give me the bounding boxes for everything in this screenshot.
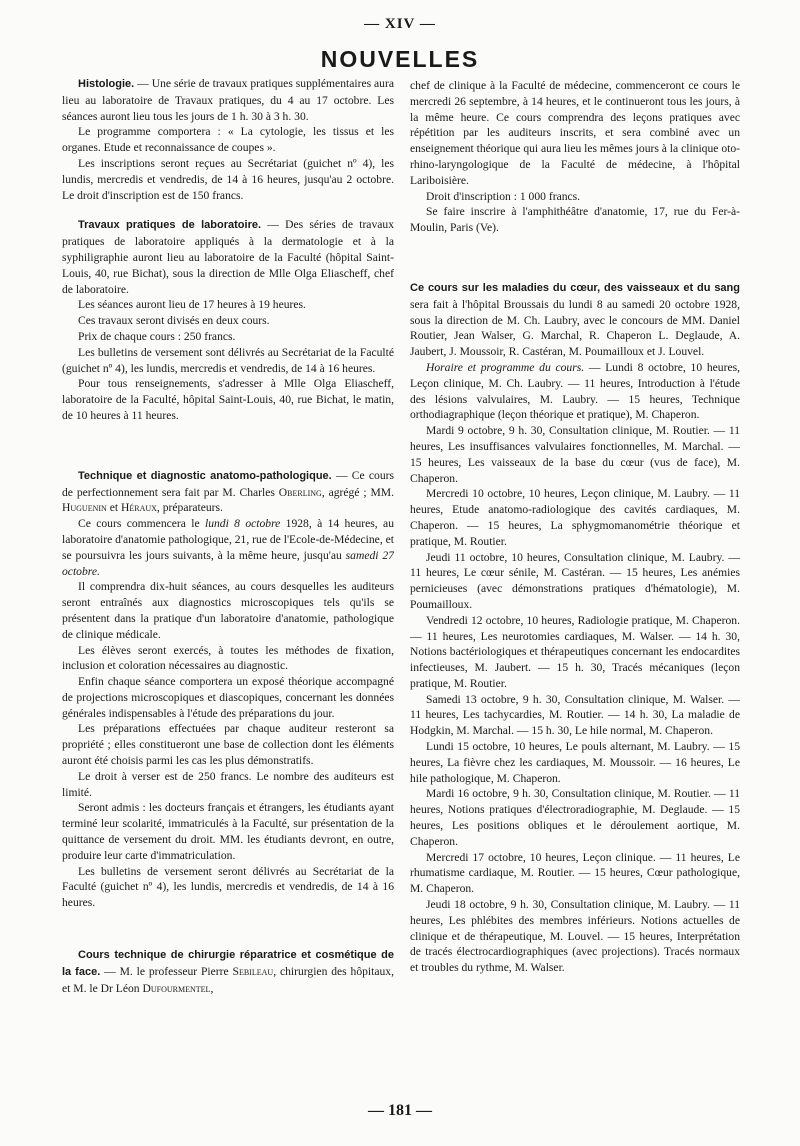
paragraph: Prix de chaque cours : 250 francs. <box>78 329 236 343</box>
right-column <box>410 78 740 1098</box>
page-number: — 181 — <box>368 1102 432 1119</box>
paragraph: Ces travaux seront divisés en deux cours. <box>78 314 270 328</box>
paragraph: Lundi 15 octobre, 10 heures, Le pouls alternant, M. Laubry. — 15 heures, La fièvre chez les cardiaques, M. Moussoir. — 16 heures, Le hile pathologique, M. Chaperon. <box>410 740 740 785</box>
spacer <box>62 911 394 933</box>
paragraph: Mardi 16 octobre, 9 h. 30, Consultation clinique, M. Routier. — 11 heures, Notions pratiques d'électroradiographie, M. Deglaude. — 15 heures, Les positions obliques et le déroulement aortique, M. Chaperon. <box>410 787 740 848</box>
section-histologie <box>62 76 394 203</box>
paragraph: Le droit à verser est de 250 francs. Le nombre des auditeurs est limité. <box>62 769 394 799</box>
text-run: 1928, à 14 heures, au laboratoire d'anatomie pathologique, 21, rue de l'Ecole-de-Médecine, et se poursuivra les jours suivants, à la même heure, jusqu'au <box>62 517 394 562</box>
paragraph: Mardi 9 octobre, 9 h. 30, Consultation clinique, M. Routier. — 11 heures, Les insuffisances valvulaires fonctionnelles, M. Marchal. — 15 heures, Les vaisseaux de la base du cœur (vus de face), M. Chaperon. <box>410 424 740 485</box>
paragraph: Les préparations effectuées par chaque auditeur resteront sa propriété ; elles constitueront une base de collection dont les éléments auront été choisis parmi les cas les plus démonstratifs. <box>62 722 394 768</box>
date-italic: lundi 8 octobre <box>204 517 281 531</box>
text-run: — Lundi 8 octobre, 10 heures, Leçon clinique, M. Ch. Laubry. — 11 heures, Introduction à l'étude des lésions valvulaires, M. Laubry. — 15 heures, Technique orthodiagraphique (leçon théorique et pratique), M. Chaperon. <box>410 360 740 422</box>
text-run: — M. le professeur Pierre <box>100 964 233 978</box>
paragraph: Il comprendra dix-huit séances, au cours desquelles les auditeurs seront entraînés aux diagnostics microscopiques tels qu'ils se présentent dans la pratique d'un laboratoire d'anatomie, pathologique de clinique médicale. <box>62 580 394 641</box>
spacer <box>410 236 740 266</box>
paragraph: Vendredi 12 octobre, 10 heures, Radiologie pratique, M. Chaperon. — 11 heures, Les neurotomies cardiaques, M. Walser. — 14 h. 30, Notions bactériologiques et thérapeutiques concernant les endocardites infectieuses, M. Jaubert. — 15 h. 30, Tracés mécaniques (leçon pratique, M. Routier. <box>410 613 740 690</box>
paragraph: Les séances auront lieu de 17 heures à 19 heures. <box>78 298 306 312</box>
page-roman-numeral: — XIV — <box>364 16 436 32</box>
paragraph: Les inscriptions seront reçues au Secrétariat (guichet nº 4), les lundis, mercredis et vendredis, de 14 à 16 heures, jusqu'au 2 octobre. Le droit d'inscription est de 150 francs. <box>62 156 394 202</box>
heading-maladies-coeur: Ce cours sur les maladies du cœur, des vaisseaux et du sang <box>410 281 740 294</box>
paragraph: Enfin chaque séance comportera un exposé théorique accompagné de projections microscopiques et diascopiques, concernant les données générales indispensables à l'étude des préparations du jour. <box>62 675 394 720</box>
paragraph: Les bulletins de versement seront délivrés au Secrétariat de la Faculté (guichet nº 4), les lundis, mercredis et vendredis, de 14 à 16 heures. <box>62 864 394 910</box>
section-chirurgie-continued <box>410 78 740 236</box>
paragraph: Seront admis : les docteurs français et étrangers, les étudiants ayant terminé leur scolarité, immatriculés à la Faculté, sur présentation de la quittance de versement du droit. MM. les étudiants devront, en outre, produire leur carte d'immatriculation. <box>62 801 394 862</box>
person-name: Oberling <box>278 485 322 499</box>
page-title: NOUVELLES <box>320 46 480 72</box>
paragraph: Se faire inscrire à l'amphithéâtre d'anatomie, 17, rue du Fer-à-Moulin, Paris (Ve). <box>410 205 740 235</box>
section-chirurgie-reparatrice <box>62 947 394 996</box>
text-run: , <box>210 981 214 995</box>
spacer <box>62 424 394 454</box>
text-run: , préparateurs. <box>156 501 223 515</box>
paragraph: — Une série de travaux pratiques supplémentaires aura lieu au laboratoire de Travaux pratiques, du 4 au 17 octobre. Les séances auront lieu tous les jours de 1 h. 30 à 3 h. 30. <box>62 77 394 123</box>
paragraph: Pour tous renseignements, s'adresser à Mlle Olga Eliascheff, laboratoire de la Faculté, hôpital Saint-Louis, 40, rue Bichat, le matin, de 10 heures à 11 heures. <box>62 377 394 422</box>
paragraph: Les bulletins de versement sont délivrés au Secrétariat de la Faculté (guichet nº 4), les lundis, mercredis et vendredis, de 14 à 16 heures. <box>62 345 394 375</box>
paragraph: Mercredi 10 octobre, 10 heures, Leçon clinique, M. Laubry. — 11 heures, Etude anatomo-radiologique des cavités cardiaques, M. Chaperon. — 15 heures, La sphygmomanométrie théorique et pratique, M. Routier. <box>410 487 740 548</box>
person-name: Huguenin <box>62 501 107 515</box>
heading-histologie: Histologie. <box>78 78 135 90</box>
text-run: , agrégé ; MM. <box>321 485 394 499</box>
section-travaux-pratiques <box>62 217 394 423</box>
paragraph: — Des séries de travaux pratiques de laboratoire appliqués à la dermatologie et à la syphiligraphie auront lieu au laboratoire de la Faculté (hôpital Saint-Louis, 40, rue Bichat), sous la direction de Mlle Olga Eliascheff, chef de laboratoire. <box>62 218 394 296</box>
text-run: — Ce cours de perfectionnement sera fait par M. Charles <box>62 468 394 499</box>
paragraph: Jeudi 11 octobre, 10 heures, Consultation clinique, M. Laubry. — 11 heures, Le cœur sénile, M. Castéran. — 15 heures, Les anémies pernicieuses (avec démonstrations pratiques d'hématologie), M. Poumailloux. <box>410 550 740 611</box>
section-technique-anatomo-pathologique <box>62 468 394 911</box>
text-run: sera fait à l'hôpital Broussais du lundi 8 au samedi 20 octobre 1928, sous la direction de M. Ch. Laubry, avec le concours de MM. Daniel Routier, Jean Walser, G. Marchal, R. Chaperon L. Deglaude, A. Jaubert, J. Moussoir, R. Castéran, M. Poumailloux et J. Louvel. <box>410 297 740 359</box>
text-run: et <box>106 501 121 515</box>
paragraph: Droit d'inscription : 1 000 francs. <box>426 189 581 203</box>
paragraph: Le programme comportera : « La cytologie, les tissus et les organes. Etude et reconnaissance de coupes ». <box>62 125 394 155</box>
paragraph: chef de clinique à la Faculté de médecine, commenceront ce cours le mercredi 26 septembre, à 14 heures, et le continueront tous les jours, à la même heure. Ce cours comprendra des leçons pratiques avec répétition par les auditeurs inscrits, et sera combiné avec un enseignement théorique qui aura lieu les mêmes jours à la clinique oto-rhino-laryngologique de la Faculté de médecine, à l'hôpital Lariboisière. <box>410 79 740 187</box>
paragraph: Samedi 13 octobre, 9 h. 30, Consultation clinique, M. Walser. — 11 heures, Les tachycardies, M. Routier. — 14 h. 30, La maladie de Hodgkin, M. Marchal. — 15 h. 30, Le hile normal, M. Chaperon. <box>410 692 740 738</box>
paragraph: Jeudi 18 octobre, 9 h. 30, Consultation clinique, M. Laubry. — 11 heures, Les phlébites des membres inférieurs. Notions actuelles de clinique et de thérapeutique, M. Louvel. — 15 heures, Interprétation de tracés électrocardiographiques (avec projections). Tracés normaux et troubles du rythme, M. Walser. <box>410 898 740 975</box>
person-name: Héraux <box>120 501 157 515</box>
person-name: Sebileau <box>232 964 274 978</box>
section-maladies-du-coeur <box>410 280 740 976</box>
heading-travaux-pratiques: Travaux pratiques de laboratoire. <box>78 219 262 232</box>
person-name: Dufourmentel <box>142 981 211 995</box>
date-italic: samedi 27 octobre. <box>62 548 394 578</box>
horaire-label: Horaire et programme du cours. <box>426 360 585 374</box>
paragraph: Les élèves seront exercés, à toutes les méthodes de fixation, inclusion et coloration nécessaires au diagnostic. <box>62 643 394 673</box>
heading-technique: Technique et diagnostic anatomo-pathologique. <box>78 469 332 482</box>
text-run: , chirurgien des hôpitaux, et M. le Dr Léon <box>62 964 394 995</box>
heading-chirurgie: Cours technique de chirurgie réparatrice et cosmétique de la face. <box>62 949 394 978</box>
left-column <box>62 76 394 1096</box>
text-run: Ce cours commencera le <box>78 517 205 531</box>
paragraph: Mercredi 17 octobre, 10 heures, Leçon clinique. — 11 heures, Le rhumatisme cardiaque, M. Routier. — 15 heures, Cœur pathologique, M. Chaperon. <box>410 850 740 896</box>
